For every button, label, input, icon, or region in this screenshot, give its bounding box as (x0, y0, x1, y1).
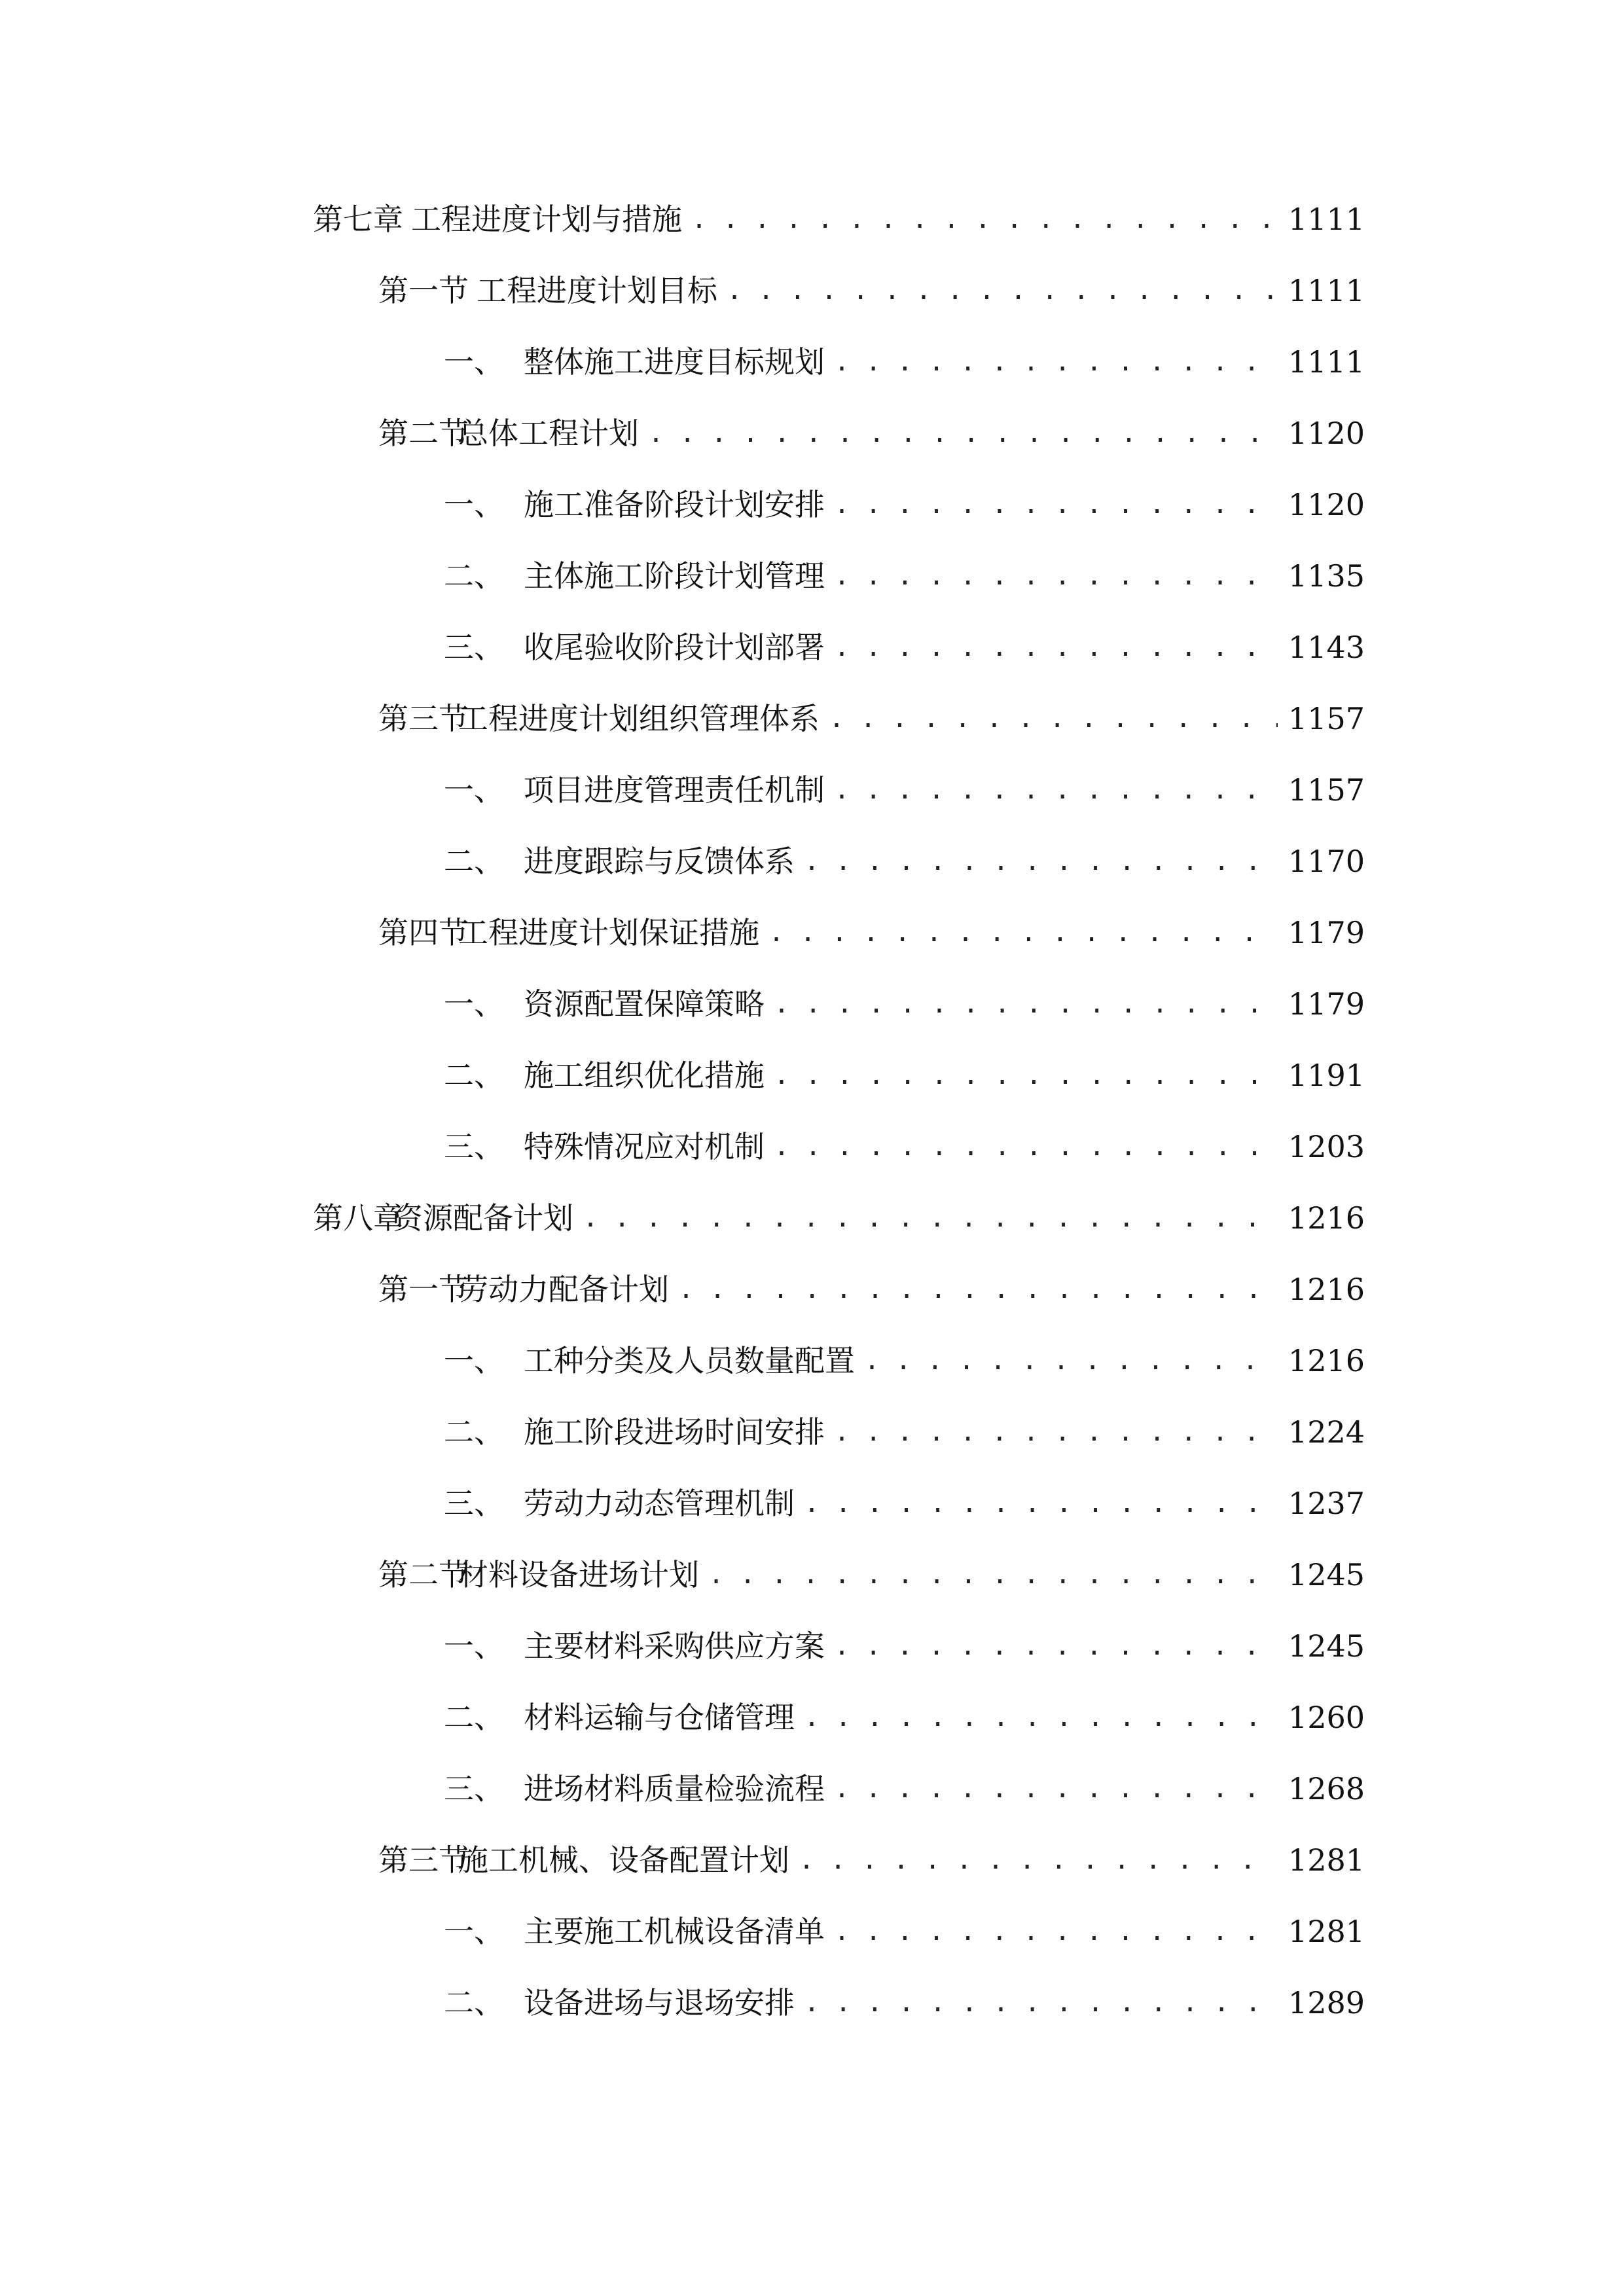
toc-dot-leader (829, 692, 1278, 745)
toc-row[interactable] (0, 264, 1624, 317)
toc-entry-subsection[interactable] (444, 1905, 1365, 1958)
toc-entry-number: 一、 (444, 344, 504, 380)
toc-entry-chapter[interactable] (313, 193, 1365, 245)
toc-page-number: 1203 (1288, 1129, 1365, 1164)
toc-entry-title: 施工组织优化措施 (524, 1058, 765, 1093)
toc-dot-leader (708, 1549, 1278, 1601)
toc-dot-leader (583, 1192, 1278, 1244)
toc-dot-leader (804, 1477, 1278, 1530)
toc-entry-subsection[interactable] (444, 1406, 1365, 1458)
toc-row[interactable] (0, 1905, 1624, 1958)
toc-entry-number: 第二节 (378, 416, 469, 451)
toc-entry-subsection[interactable] (444, 1763, 1365, 1815)
toc-entry-number: 二、 (444, 844, 504, 879)
toc-page-number: 1216 (1288, 1343, 1365, 1378)
toc-page-number: 1111 (1288, 344, 1365, 380)
toc-page-number: 1111 (1288, 202, 1365, 237)
toc-page-number: 1281 (1288, 1914, 1365, 1949)
toc-entry-title: 资源配备计划 (393, 1200, 573, 1236)
toc-entry-subsection[interactable] (444, 1691, 1365, 1744)
toc-dot-leader (774, 978, 1278, 1030)
toc-entry-title: 进场材料质量检验流程 (524, 1771, 825, 1806)
toc-row[interactable] (0, 692, 1624, 745)
toc-entry-number: 二、 (444, 1985, 504, 2020)
toc-entry-section[interactable] (378, 1263, 1365, 1316)
toc-dot-leader (834, 1763, 1278, 1815)
toc-row[interactable] (0, 1406, 1624, 1458)
toc-page-number: 1157 (1288, 772, 1365, 808)
toc-row[interactable] (0, 1834, 1624, 1886)
toc-row[interactable] (0, 1549, 1624, 1601)
toc-dot-leader (727, 264, 1278, 317)
toc-page-number: 1224 (1288, 1414, 1365, 1450)
toc-entry-title: 劳动力配备计划 (458, 1272, 669, 1307)
toc-entry-section[interactable] (378, 1834, 1365, 1886)
toc-entry-subsection[interactable] (444, 835, 1365, 888)
toc-entry-number: 第七章 (313, 202, 403, 237)
toc-row[interactable] (0, 978, 1624, 1030)
toc-row[interactable] (0, 1192, 1624, 1244)
toc-page-number: 1135 (1288, 558, 1365, 594)
toc-entry-title: 特殊情况应对机制 (524, 1129, 765, 1164)
toc-entry-number: 二、 (444, 1058, 504, 1093)
toc-dot-leader (804, 1977, 1278, 2029)
toc-entry-subsection[interactable] (444, 478, 1365, 531)
toc-entry-number: 二、 (444, 1414, 504, 1450)
toc-entry-title: 设备进场与退场安排 (524, 1985, 795, 2020)
toc-row[interactable] (0, 550, 1624, 602)
toc-entry-title: 施工机械、设备配置计划 (458, 1842, 789, 1878)
toc-dot-leader (768, 906, 1278, 959)
toc-entry-subsection[interactable] (444, 1977, 1365, 2029)
toc-entry-number: 第三节 (378, 701, 469, 736)
toc-dot-leader (834, 336, 1278, 388)
toc-entry-number: 三、 (444, 1129, 504, 1164)
toc-entry-number: 三、 (444, 1771, 504, 1806)
toc-row[interactable] (0, 1477, 1624, 1530)
toc-entry-number: 三、 (444, 1486, 504, 1521)
toc-dot-leader (834, 1905, 1278, 1958)
toc-entry-subsection[interactable] (444, 1049, 1365, 1102)
toc-row[interactable] (0, 1977, 1624, 2029)
toc-entry-title: 工程进度计划与措施 (411, 202, 682, 237)
toc-entry-title: 主要材料采购供应方案 (524, 1628, 825, 1664)
toc-entry-number: 二、 (444, 1700, 504, 1735)
toc-entry-subsection[interactable] (444, 1335, 1365, 1387)
toc-entry-title: 材料设备进场计划 (458, 1557, 699, 1592)
toc-dot-leader (834, 550, 1278, 602)
toc-entry-subsection[interactable] (444, 621, 1365, 673)
toc-entry-section[interactable] (378, 407, 1365, 459)
toc-entry-title: 劳动力动态管理机制 (524, 1486, 795, 1521)
toc-page-number: 1216 (1288, 1272, 1365, 1307)
toc-dot-leader (834, 621, 1278, 673)
toc-page-number: 1268 (1288, 1771, 1365, 1806)
toc-dot-leader (804, 1691, 1278, 1744)
toc-row[interactable] (0, 764, 1624, 816)
toc-entry-subsection[interactable] (444, 764, 1365, 816)
toc-row[interactable] (0, 906, 1624, 959)
toc-entry-number: 第二节 (378, 1557, 469, 1592)
toc-row[interactable] (0, 1263, 1624, 1316)
toc-row[interactable] (0, 1763, 1624, 1815)
toc-entry-title: 施工准备阶段计划安排 (524, 487, 825, 522)
toc-page-number: 1111 (1288, 273, 1365, 308)
toc-dot-leader (691, 193, 1278, 245)
toc-page-number: 1289 (1288, 1985, 1365, 2020)
toc-row[interactable] (0, 1620, 1624, 1672)
toc-dot-leader (864, 1335, 1278, 1387)
toc-entry-section[interactable] (378, 1549, 1365, 1601)
toc-entry-section[interactable] (378, 906, 1365, 959)
toc-row[interactable] (0, 1049, 1624, 1102)
toc-page-number: 1245 (1288, 1557, 1365, 1592)
toc-page-number: 1120 (1288, 416, 1365, 451)
toc-entry-number: 一、 (444, 1343, 504, 1378)
toc-dot-leader (799, 1834, 1278, 1886)
toc-entry-section[interactable] (378, 692, 1365, 745)
toc-entry-subsection[interactable] (444, 336, 1365, 388)
toc-row[interactable] (0, 193, 1624, 245)
toc-entry-number: 一、 (444, 772, 504, 808)
toc-entry-number: 第一节 (378, 1272, 469, 1307)
toc-entry-number: 二、 (444, 558, 504, 594)
toc-dot-leader (834, 1406, 1278, 1458)
toc-dot-leader (678, 1263, 1278, 1316)
toc-entry-title: 主体施工阶段计划管理 (524, 558, 825, 594)
toc-dot-leader (648, 407, 1278, 459)
toc-entry-title: 工程进度计划组织管理体系 (458, 701, 820, 736)
toc-entry-subsection[interactable] (444, 1121, 1365, 1173)
toc-row[interactable] (0, 621, 1624, 673)
toc-entry-subsection[interactable] (444, 550, 1365, 602)
toc-page-number: 1245 (1288, 1628, 1365, 1664)
toc-page-number: 1157 (1288, 701, 1365, 736)
toc-page-number: 1120 (1288, 487, 1365, 522)
toc-row[interactable] (0, 478, 1624, 531)
toc-page-number: 1179 (1288, 915, 1365, 950)
toc-entry-title: 整体施工进度目标规划 (524, 344, 825, 380)
toc-entry-title: 资源配置保障策略 (524, 986, 765, 1022)
toc-dot-leader (774, 1049, 1278, 1102)
toc-entry-subsection[interactable] (444, 1477, 1365, 1530)
toc-entry-subsection[interactable] (444, 1620, 1365, 1672)
toc-entry-number: 第四节 (378, 915, 469, 950)
toc-entry-number: 第八章 (313, 1200, 403, 1236)
toc-entry-title: 主要施工机械设备清单 (524, 1914, 825, 1949)
toc-row[interactable] (0, 1121, 1624, 1173)
toc-dot-leader (834, 1620, 1278, 1672)
toc-row[interactable] (0, 1335, 1624, 1387)
toc-entry-number: 第一节 (378, 273, 469, 308)
toc-entry-chapter[interactable] (313, 1192, 1365, 1244)
toc-entry-number: 一、 (444, 487, 504, 522)
toc-entry-number: 一、 (444, 1628, 504, 1664)
toc-entry-title: 工程进度计划目标 (477, 273, 717, 308)
toc-entry-number: 第三节 (378, 1842, 469, 1878)
toc-dot-leader (774, 1121, 1278, 1173)
toc-entry-title: 收尾验收阶段计划部署 (524, 630, 825, 665)
toc-entry-title: 工程进度计划保证措施 (458, 915, 759, 950)
toc-row[interactable] (0, 1691, 1624, 1744)
toc-entry-title: 进度跟踪与反馈体系 (524, 844, 795, 879)
toc-page-number: 1237 (1288, 1486, 1365, 1521)
toc-page-number: 1170 (1288, 844, 1365, 879)
toc-dot-leader (834, 764, 1278, 816)
toc-entry-number: 一、 (444, 986, 504, 1022)
toc-entry-number: 三、 (444, 630, 504, 665)
toc-page-number: 1216 (1288, 1200, 1365, 1236)
toc-row[interactable] (0, 336, 1624, 388)
toc-entry-subsection[interactable] (444, 978, 1365, 1030)
toc-entry-title: 工种分类及人员数量配置 (524, 1343, 855, 1378)
toc-page-number: 1179 (1288, 986, 1365, 1022)
toc-entry-title: 材料运输与仓储管理 (524, 1700, 795, 1735)
toc-entry-title: 总体工程计划 (458, 416, 639, 451)
toc-entry-number: 一、 (444, 1914, 504, 1949)
toc-row[interactable] (0, 835, 1624, 888)
toc-row[interactable] (0, 407, 1624, 459)
toc-page-number: 1143 (1288, 630, 1365, 665)
toc-page-number: 1191 (1288, 1058, 1365, 1093)
toc-entry-title: 施工阶段进场时间安排 (524, 1414, 825, 1450)
toc-dot-leader (804, 835, 1278, 888)
toc-entry-section[interactable] (378, 264, 1365, 317)
toc-entry-title: 项目进度管理责任机制 (524, 772, 825, 808)
toc-page-number: 1260 (1288, 1700, 1365, 1735)
toc-page-number: 1281 (1288, 1842, 1365, 1878)
toc-dot-leader (834, 478, 1278, 531)
